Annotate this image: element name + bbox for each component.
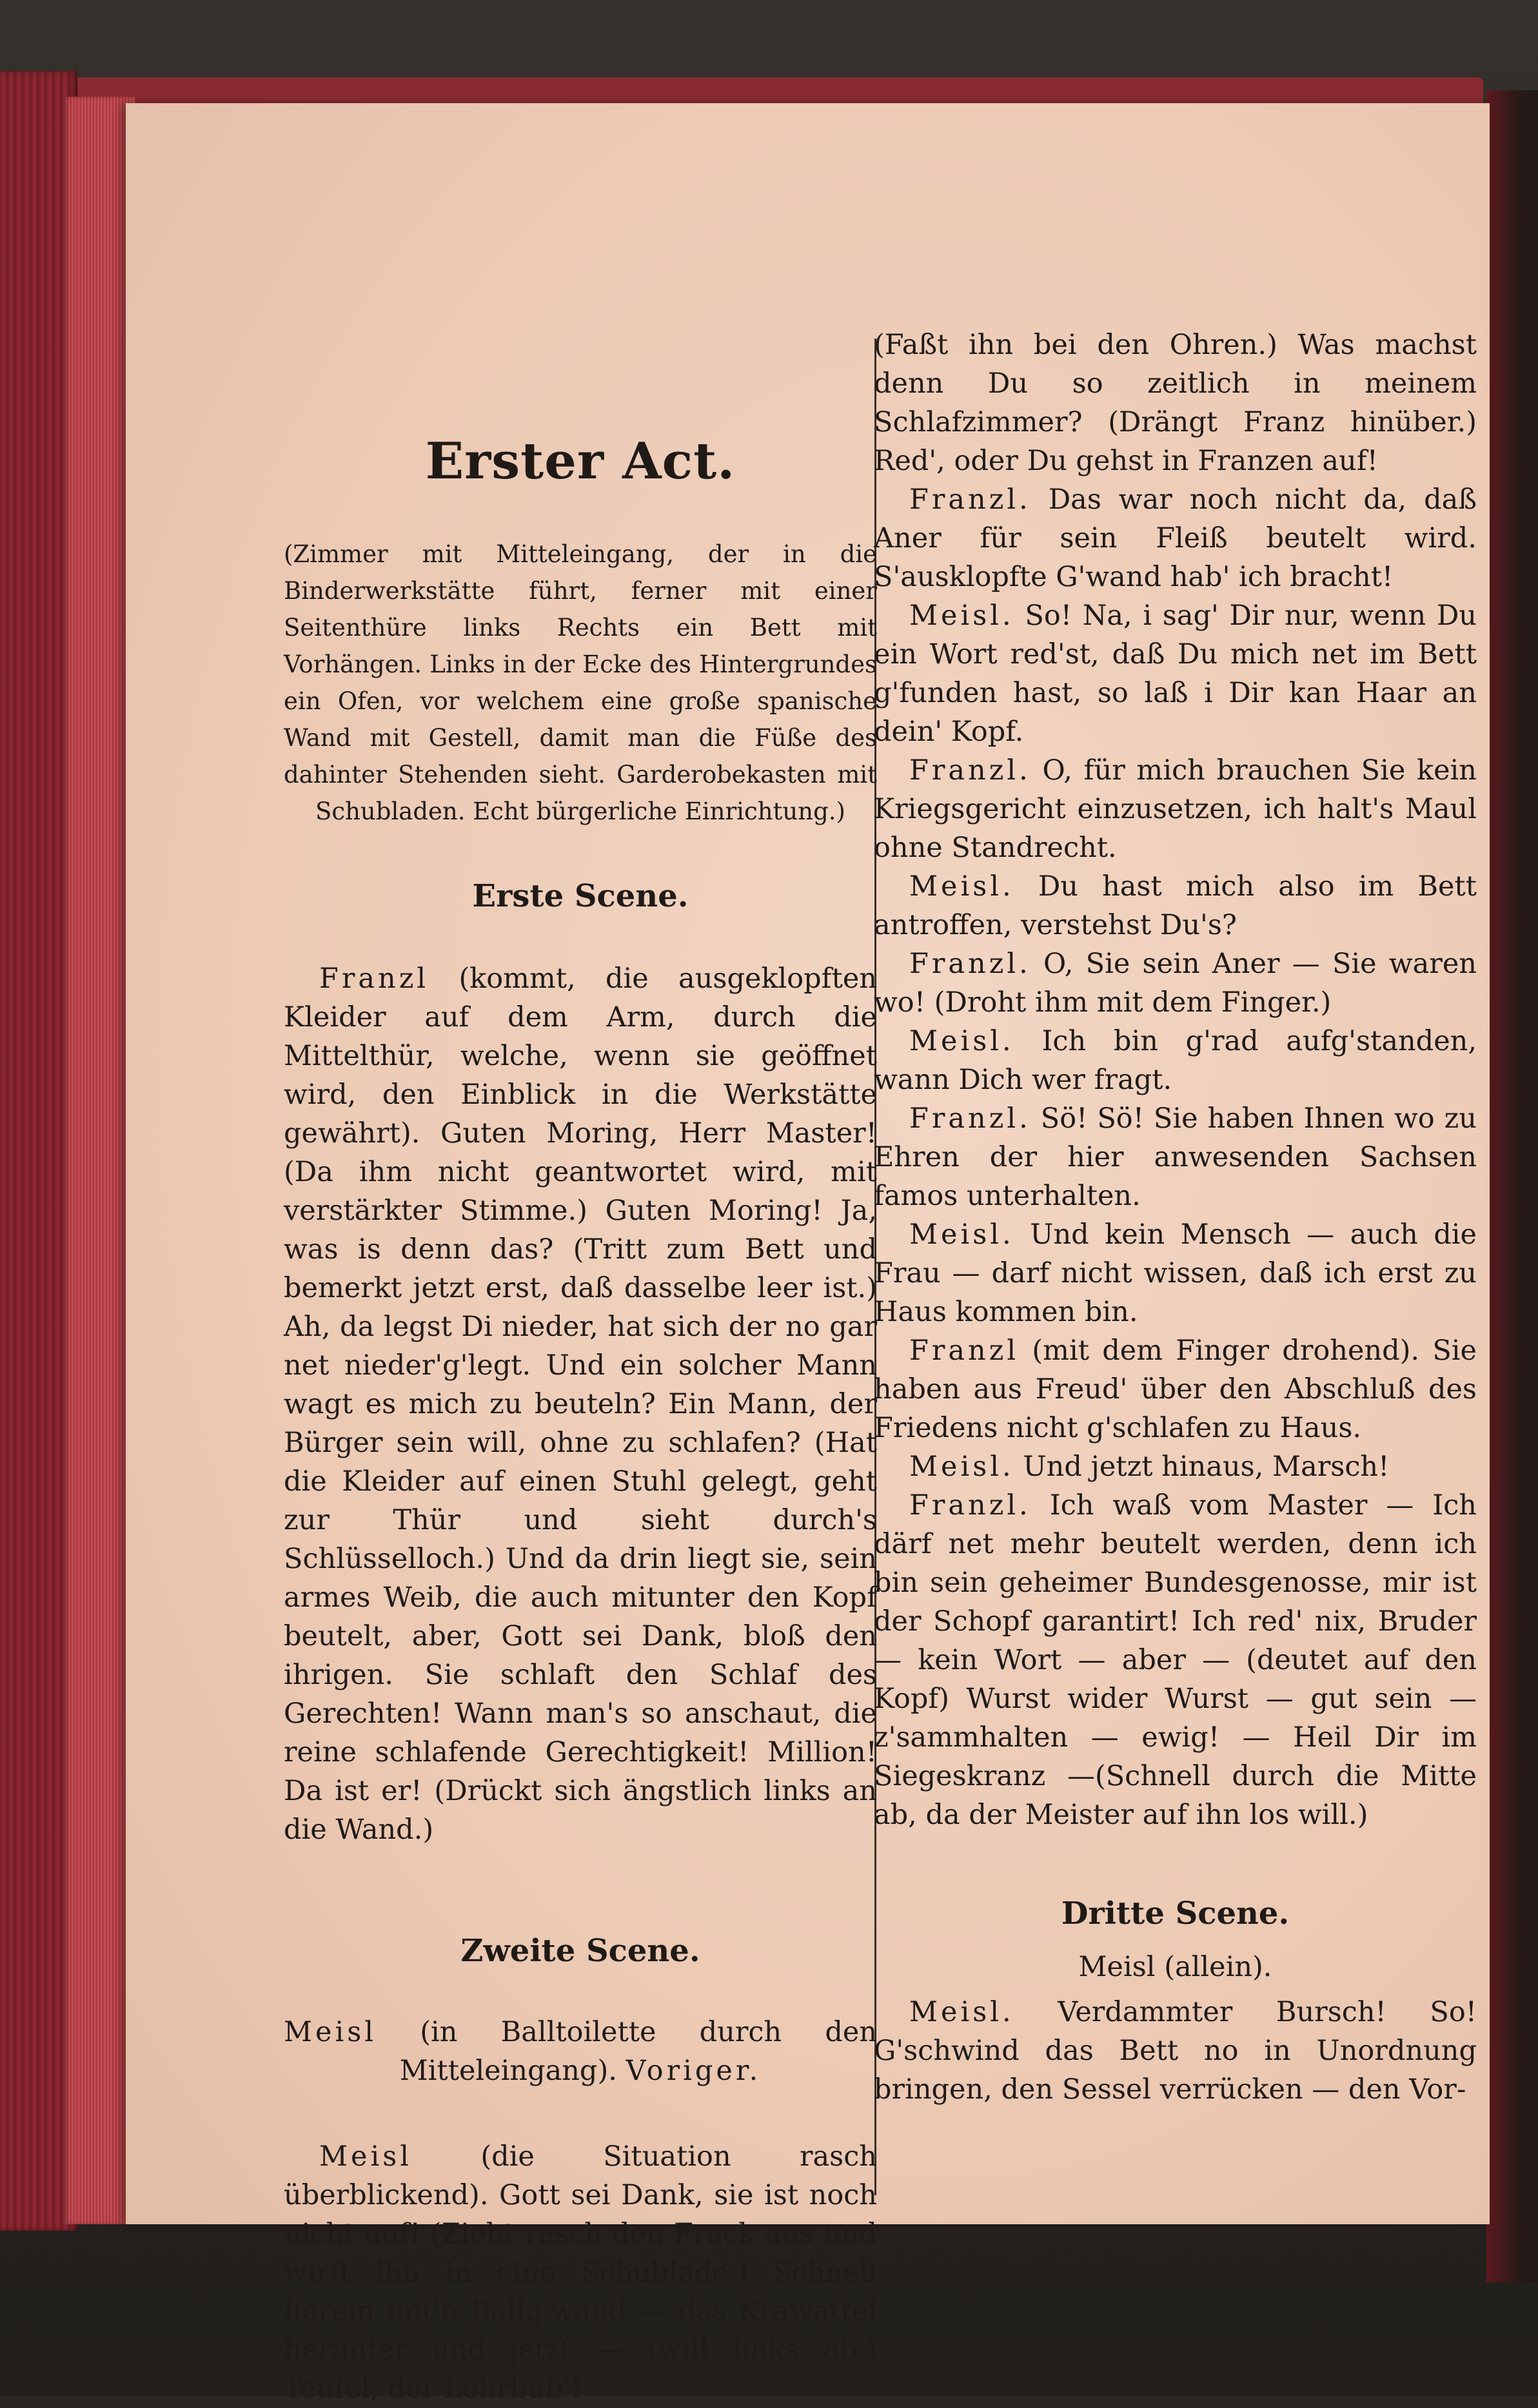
speaker-name: Franzl.	[909, 484, 1031, 516]
scene-heading-3: Dritte Scene.	[1061, 1895, 1290, 1932]
speaker-name: Meisl.	[909, 1451, 1014, 1483]
speech-text: (die Situation rasch überblickend). Gott sei Dank, sie ist noch nicht auf! (Zieht rasch den Frack aus und wirft ihn in eine Schublade.) Schnell herein mit'n Ballg'wand — das Krawattel herunter und jetzt — (will links ab.) Teufel, der Lehrbub'!	[284, 2140, 877, 2405]
speech-text: Du hast mich also im Bett antroffen, verstehst Du's?	[874, 870, 1477, 941]
speaker-name: Meisl.	[909, 1025, 1014, 1057]
speech-text: Ich waß vom Master — Ich därf net mehr beutelt werden, denn ich bin sein geheimer Bundesgenosse, mir ist der Schopf garantirt! Ich red' nix, Bruder — kein Wort — aber — (deutet auf den Kopf) Wurst wider Wurst — gut sein — z'sammhalten — ewig! — Heil Dir im Siegeskranz —(Schnell durch die Mitte ab, da der Meister auf ihn los will.)	[874, 1489, 1477, 1831]
cast-direction: (in Balltoilette durch den Mitteleingang).	[377, 2016, 877, 2087]
scene-2-text	[284, 2137, 877, 2408]
dialogue-line	[874, 1447, 1477, 1486]
speech-text: So! Na, i sag' Dir nur, wenn Du ein Wort red'st, daß Du mich net im Bett g'funden hast, so laß i Dir kan Haar an dein' Kopf.	[874, 600, 1477, 748]
speaker-name: Franzl	[319, 963, 429, 995]
speaker-name: Franzl.	[909, 754, 1031, 787]
dialogue-line	[874, 480, 1477, 596]
speech-text: (mit dem Finger drohend). Sie haben aus Freud' über den Abschluß des Friedens nicht g'schlafen zu Haus.	[874, 1335, 1477, 1444]
speaker-name: Meisl.	[909, 1219, 1014, 1251]
act-stage-direction: (Zimmer mit Mitteleingang, der in die Binderwerkstätte führt, ferner mit einer Seitenthüre links Rechts ein Bett mit Vorhängen. Links in der Ecke des Hintergrundes ein Ofen, vor welchem eine große spanische Wand mit Gestell, damit man die Füße des dahinter Stehenden sieht. Garderobekasten mit Schubladen. Echt bürgerliche Einrichtung.)	[284, 540, 877, 825]
right-column	[874, 326, 1477, 2109]
speaker-name: Meisl	[319, 2140, 413, 2173]
dialogue-line	[874, 867, 1477, 945]
dialogue-line	[874, 1331, 1477, 1447]
speech-text: O, Sie sein Aner — Sie waren wo! (Droht ihm mit dem Finger.)	[874, 948, 1477, 1019]
scene-heading-1: Erste Scene.	[472, 878, 689, 914]
scene-3-text	[874, 1993, 1477, 2109]
act-title: Erster Act.	[425, 432, 736, 491]
dialogue-line	[874, 596, 1477, 751]
dialogue-line	[874, 326, 1477, 480]
speaker-name: Meisl.	[909, 600, 1014, 632]
speaker-name: Franzl.	[909, 1102, 1031, 1135]
dialogue-line	[874, 1099, 1477, 1215]
speaker-name: Meisl.	[909, 870, 1014, 903]
scene-2-cast	[284, 2013, 877, 2090]
speech-text: (Faßt ihn bei den Ohren.) Was machst denn Du so zeitlich in meinem Schlafzimmer? (Drängt Franz hinüber.) Red', oder Du gehst in Franzen auf!	[874, 329, 1477, 477]
speech-text: Sö! Sö! Sie haben Ihnen wo zu Ehren der hier anwesenden Sachsen famos unterhalten.	[874, 1102, 1477, 1212]
speaker-name: Franzl	[909, 1335, 1020, 1367]
speech-text: Und kein Mensch — auch die Frau — darf nicht wissen, daß ich erst zu Haus kommen bin.	[874, 1219, 1477, 1328]
speaker-name: Meisl.	[909, 1996, 1014, 2028]
scene-heading-2: Zweite Scene.	[460, 1933, 700, 1969]
cast-speaker: Meisl	[284, 2016, 377, 2048]
scene-1-text	[284, 959, 877, 1849]
cast-other: Voriger.	[626, 2055, 762, 2087]
dialogue-line	[874, 1022, 1477, 1099]
speaker-name: Franzl.	[909, 1489, 1031, 1522]
dialogue-line	[874, 1486, 1477, 1834]
speaker-name: Franzl.	[909, 948, 1031, 980]
speech-text: O, für mich brauchen Sie kein Kriegsgericht einzusetzen, ich halt's Maul ohne Standrecht.	[874, 754, 1477, 864]
speech-text: Das war noch nicht da, daß Aner für sein Fleiß beutelt wird. S'ausklopfte G'wand hab' ich bracht!	[874, 484, 1477, 593]
speech-text: Verdammter Bursch! So! G'schwind das Bett no in Unordnung bringen, den Sessel verrücken — den Vor-	[874, 1996, 1477, 2106]
speech-text: Und jetzt hinaus, Marsch!	[1014, 1451, 1390, 1483]
book-right-edge	[1486, 90, 1538, 2282]
left-column	[284, 348, 877, 2408]
page-edges	[64, 97, 135, 2224]
dialogue-line	[874, 751, 1477, 867]
speech-text: (kommt, die ausgeklopften Kleider auf dem Arm, durch die Mittelthür, welche, wenn sie geöffnet wird, den Einblick in die Werkstätte gewährt). Guten Moring, Herr Master! (Da ihm nicht geantwortet wird, mit verstärkter Stimme.) Guten Moring! Ja, was is denn das? (Tritt zum Bett und bemerkt jetzt erst, daß dasselbe leer ist.) Ah, da legst Di nieder, hat sich der no gar net nieder'g'legt. Und ein solcher Mann wagt es mich zu beuteln? Ein Mann, der Bürger sein will, ohne zu schlafen? (Hat die Kleider auf einen Stuhl gelegt, geht zur Thür und sieht durch's Schlüsselloch.) Und da drin liegt sie, sein armes Weib, die auch mitunter den Kopf beutelt, aber, Gott sei Dank, bloß den ihrigen. Sie schlaft den Schlaf des Gerechten! Wann man's so anschaut, die reine schlafende Gerechtigkeit! Million! Da ist er! (Drückt sich ängstlich links an die Wand.)	[284, 963, 877, 1846]
dialogue-line	[874, 945, 1477, 1022]
speech-text: Ich bin g'rad aufg'standen, wann Dich wer fragt.	[874, 1025, 1477, 1096]
dialogue-line	[874, 1215, 1477, 1331]
scene-3-cast: Meisl (allein).	[1078, 1951, 1272, 1983]
